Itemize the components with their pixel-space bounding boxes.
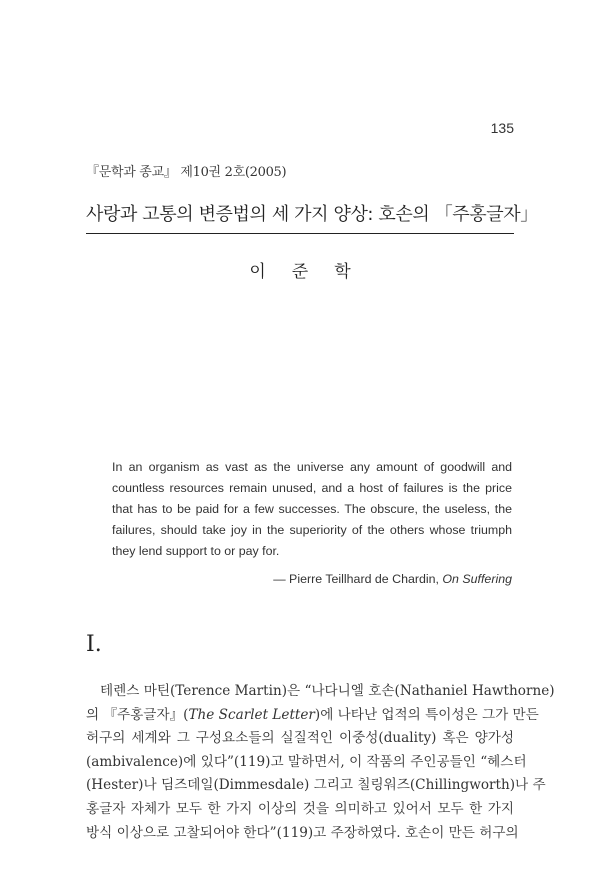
journal-reference: 『문학과 종교』 제10권 2호(2005)	[86, 165, 287, 180]
article-title: 사랑과 고통의 변증법의 세 가지 양상: 호손의 「주홍글자」	[86, 204, 538, 225]
epigraph-attribution	[273, 572, 512, 586]
body-line: 홍글자 자체가 모두 한 가지 이상의 것을 의미하고 있어서 모두 한 가지	[86, 800, 514, 817]
epigraph-quote: In an organism as vast as the universe any amount of goodwill and countless resources remain unused, and a host of failures is the price that has to be paid for a few successes. The obscure, the useless, the failures, should take joy in the superiority of the others whose triumph they lend support to or pay for.	[112, 460, 512, 558]
attribution-work-title: On Suffering	[442, 572, 512, 586]
section-heading: I.	[86, 632, 102, 657]
body-line-segment: )에 나타난 업적의 특이성은 그가 만든	[314, 706, 539, 723]
work-title-italic: The Scarlet Letter	[188, 706, 315, 723]
body-line: 테렌스 마틴(Terence Martin)은 “나다니엘 호손(Nathaniel Hawthorne)	[100, 683, 555, 699]
body-paragraph	[86, 680, 555, 845]
author-name: 이준학	[249, 262, 377, 282]
body-line: 허구의 세계와 그 구성요소들의 실질적인 이중성(duality) 혹은 양가성	[86, 730, 514, 747]
body-line	[86, 704, 539, 728]
attribution-author: — Pierre Teillhard de Chardin,	[273, 572, 443, 586]
body-line-segment: 의 『주홍글자』(	[86, 706, 189, 723]
body-line: (ambivalence)에 있다”(119)고 말하면서, 이 작품의 주인공들인 “헤스터	[86, 753, 527, 770]
body-line: 방식 이상으로 고찰되어야 한다”(119)고 주장하였다. 호손이 만든 허구의	[86, 824, 519, 841]
body-line: (Hester)나 딤즈데일(Dimmesdale) 그리고 칠링워즈(Chillingworth)나 주	[86, 777, 546, 794]
title-divider	[86, 233, 514, 234]
page-number: 135	[490, 120, 514, 136]
